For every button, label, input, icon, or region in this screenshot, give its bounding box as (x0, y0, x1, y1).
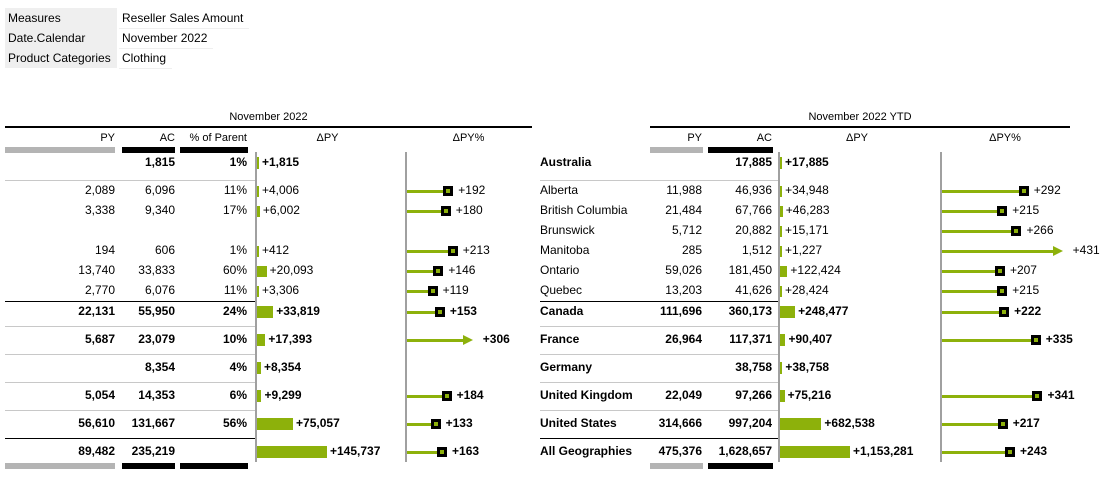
left-dpy-bar (257, 446, 327, 458)
right-dpypct-marker (1032, 391, 1042, 401)
right-dpypct-marker (997, 206, 1007, 216)
left-dpypct-label: +306 (482, 332, 510, 346)
right-dpypct-line (942, 311, 1004, 314)
right-group-title: November 2022 YTD (650, 110, 1070, 128)
right-dpy-bar (780, 157, 782, 169)
row-separator (5, 326, 255, 327)
right-dpypct-line (942, 395, 1037, 398)
row-separator (540, 410, 778, 411)
right-dpy-label: +34,948 (785, 183, 829, 197)
axis-left-dpypct (405, 152, 407, 462)
right-ac-cell: 97,266 (735, 388, 772, 402)
right-ac-cell: 117,371 (729, 332, 772, 346)
left-dpypct-marker (437, 447, 447, 457)
py-ref-bar-left (5, 147, 115, 153)
row-label: Brunswick (540, 223, 595, 237)
right-dpy-label: +122,424 (790, 263, 841, 277)
row-separator (5, 180, 255, 181)
left-pct-cell: 6% (229, 388, 247, 402)
left-dpypct-label: +146 (448, 263, 476, 277)
right-dpypct-label: +222 (1014, 304, 1042, 318)
filter-key: Measures (5, 8, 117, 28)
right-dpypct-marker (1005, 447, 1015, 457)
right-dpypct-line (942, 250, 1055, 253)
left-dpy-bar (257, 206, 260, 217)
left-pct-cell: 1% (229, 155, 247, 169)
right-dpy-bar (780, 446, 850, 458)
right-dpy-bar (780, 246, 782, 257)
left-py-cell: 89,482 (78, 444, 115, 458)
right-dpypct-label: +217 (1012, 416, 1040, 430)
left-dpy-bar (257, 157, 259, 169)
left-py-cell: 2,770 (84, 283, 115, 297)
right-dpypct-line (942, 190, 1024, 193)
filter-row (5, 8, 249, 28)
axis-right-dpypct (940, 152, 942, 462)
left-ac-cell: 9,340 (144, 203, 175, 217)
right-dpypct-line (942, 270, 1000, 273)
left-dpypct-line (407, 339, 465, 342)
right-dpy-label: +46,283 (785, 203, 830, 217)
right-dpy-label: +1,227 (785, 243, 823, 257)
left-ac-cell: 6,076 (144, 283, 175, 297)
left-dpy-bar (257, 418, 293, 430)
left-dpypct-label: +213 (462, 243, 490, 257)
right-dpy-label: +28,424 (785, 283, 829, 297)
left-dpy-label: +33,819 (276, 304, 320, 318)
ac-ref-bar-right (708, 147, 773, 153)
right-dpypct-line (942, 339, 1036, 342)
filter-value[interactable]: November 2022 (119, 28, 213, 49)
left-dpy-label: +17,393 (268, 332, 313, 346)
left-dpy-label: +1,815 (262, 155, 300, 169)
left-py-cell: 56,610 (78, 416, 115, 430)
right-dpypct-marker (995, 266, 1005, 276)
right-dpy-label: +75,216 (787, 388, 832, 402)
right-py-cell: 21,484 (665, 203, 702, 217)
left-ac-cell: 1,815 (144, 155, 175, 169)
right-ac-cell: 46,936 (735, 183, 772, 197)
right-dpypct-arrow (1053, 246, 1063, 256)
left-py-cell: 2,089 (84, 183, 115, 197)
filter-row (5, 48, 249, 68)
left-py-cell: 22,131 (78, 304, 115, 318)
left-pct-cell: 17% (222, 203, 247, 217)
left-dpy-bar (257, 390, 261, 402)
right-py-cell: 314,666 (658, 416, 702, 430)
left-pct-cell: 10% (222, 332, 247, 346)
left-dpypct-arrow (463, 335, 473, 345)
row-label: France (540, 332, 580, 346)
right-dpy-bar (780, 286, 782, 297)
header-left-dpy: ΔPY (316, 132, 339, 144)
right-dpypct-line (942, 230, 1016, 233)
row-separator (540, 438, 778, 439)
row-label: Australia (540, 155, 592, 169)
right-dpy-bar (780, 266, 787, 277)
row-separator (5, 410, 255, 411)
right-dpy-label: +38,758 (785, 360, 830, 374)
right-dpypct-label: +292 (1033, 183, 1061, 197)
row-separator (5, 354, 255, 355)
row-label: United States (540, 416, 617, 430)
row-label: British Columbia (540, 203, 628, 217)
right-ac-cell: 181,450 (728, 263, 772, 277)
row-separator (5, 301, 255, 302)
left-dpypct-label: +180 (455, 203, 483, 217)
right-dpy-bar (780, 306, 795, 318)
row-label: Alberta (540, 183, 579, 197)
right-dpypct-marker (1011, 226, 1021, 236)
row-label: Ontario (540, 263, 580, 277)
left-dpy-bar (257, 306, 273, 318)
left-pct-cell: 56% (222, 416, 247, 430)
right-ac-cell: 360,173 (728, 304, 772, 318)
header-right-py: PY (687, 132, 702, 144)
left-ac-cell: 14,353 (138, 388, 175, 402)
ac-ref-bar-right-bottom (708, 463, 773, 469)
right-dpy-bar (780, 334, 785, 346)
right-dpypct-line (942, 451, 1010, 454)
right-dpypct-label: +215 (1012, 203, 1040, 217)
left-dpypct-line (407, 190, 448, 193)
pct-ref-bar-left (180, 147, 248, 153)
left-pct-cell: 24% (222, 304, 247, 318)
right-dpy-label: +248,477 (798, 304, 849, 318)
right-dpy-bar (780, 226, 782, 237)
left-dpy-bar (257, 362, 261, 374)
left-ac-cell: 33,833 (138, 263, 175, 277)
right-dpypct-label: +341 (1047, 388, 1075, 402)
pct-ref-bar-left-bottom (180, 463, 248, 469)
left-dpypct-label: +163 (452, 444, 480, 458)
left-dpy-bar (257, 334, 265, 346)
left-py-cell: 5,054 (84, 388, 115, 402)
left-dpy-label: +20,093 (269, 263, 314, 277)
left-dpy-label: +8,354 (264, 360, 302, 374)
left-dpypct-marker (442, 391, 452, 401)
ac-ref-bar-left-bottom (122, 463, 175, 469)
right-py-cell: 475,376 (658, 444, 702, 458)
row-label: Manitoba (540, 243, 590, 257)
right-dpypct-label: +266 (1026, 223, 1054, 237)
right-dpypct-line (942, 290, 1002, 293)
right-dpy-bar (780, 186, 782, 197)
filter-panel (5, 8, 249, 68)
right-dpypct-marker (1019, 186, 1029, 196)
filter-key: Date.Calendar (5, 28, 117, 48)
left-ac-cell: 55,950 (138, 304, 175, 318)
left-dpypct-marker (428, 286, 438, 296)
left-group-title: November 2022 (5, 110, 532, 128)
right-dpypct-label: +431 (1072, 243, 1100, 257)
right-dpy-label: +17,885 (785, 155, 829, 169)
left-dpy-label: +412 (262, 243, 290, 257)
left-dpypct-label: +184 (456, 388, 484, 402)
row-separator (5, 382, 255, 383)
left-dpypct-marker (431, 419, 441, 429)
left-py-cell: 5,687 (84, 332, 115, 346)
left-ac-cell: 6,096 (144, 183, 175, 197)
left-pct-cell: 1% (229, 243, 247, 257)
ac-ref-bar-left (122, 147, 175, 153)
header-line-left (5, 126, 532, 127)
right-dpy-bar (780, 390, 785, 402)
header-left-py: PY (100, 132, 115, 144)
left-ac-cell: 8,354 (144, 360, 175, 374)
right-dpy-bar (780, 418, 821, 430)
left-dpypct-label: +153 (449, 304, 477, 318)
header-left-dpypct: ΔPY% (452, 132, 485, 144)
py-ref-bar-right (650, 147, 703, 153)
right-py-cell: 13,203 (665, 283, 702, 297)
right-dpypct-label: +207 (1009, 263, 1037, 277)
left-dpypct-marker (435, 307, 445, 317)
right-ac-cell: 67,766 (735, 203, 772, 217)
left-dpy-label: +75,057 (296, 416, 340, 430)
left-dpypct-marker (448, 246, 458, 256)
right-dpypct-marker (998, 419, 1008, 429)
filter-value[interactable]: Reseller Sales Amount (119, 8, 249, 29)
left-py-cell: 13,740 (78, 263, 115, 277)
right-py-cell: 5,712 (671, 223, 702, 237)
left-dpy-bar (257, 266, 267, 277)
right-dpypct-line (942, 423, 1003, 426)
right-py-cell: 26,964 (665, 332, 702, 346)
left-ac-cell: 23,079 (138, 332, 175, 346)
right-ac-cell: 1,628,657 (718, 444, 772, 458)
row-separator (5, 438, 255, 439)
left-dpy-label: +6,002 (262, 203, 300, 217)
right-dpy-bar (780, 206, 783, 217)
right-ac-cell: 41,626 (735, 283, 772, 297)
filter-value[interactable]: Clothing (119, 48, 172, 69)
right-ac-cell: 17,885 (735, 155, 772, 169)
row-label: Canada (540, 304, 584, 318)
right-dpypct-marker (999, 307, 1009, 317)
row-separator (540, 326, 778, 327)
right-dpy-bar (780, 362, 782, 374)
right-dpypct-label: +243 (1020, 444, 1048, 458)
left-dpypct-marker (441, 206, 451, 216)
left-dpypct-line (407, 250, 453, 253)
left-dpy-bar (257, 286, 259, 297)
left-dpy-bar (257, 246, 259, 257)
left-dpypct-marker (443, 186, 453, 196)
row-separator (540, 180, 778, 181)
left-pct-cell: 4% (229, 360, 247, 374)
header-right-dpy: ΔPY (845, 132, 869, 144)
right-dpy-label: +682,538 (824, 416, 875, 430)
left-dpy-label: +145,737 (330, 444, 381, 458)
right-dpy-label: +1,153,281 (853, 444, 914, 458)
header-right-ac: AC (756, 132, 772, 144)
row-label: All Geographies (540, 444, 633, 458)
left-pct-cell: 11% (223, 283, 247, 297)
left-dpypct-label: +133 (445, 416, 473, 430)
left-dpy-bar (257, 186, 259, 197)
right-ac-cell: 997,204 (728, 416, 772, 430)
header-line-right (650, 126, 1070, 127)
left-dpypct-marker (433, 266, 443, 276)
row-label: United Kingdom (540, 388, 633, 402)
right-dpypct-label: +335 (1045, 332, 1073, 346)
filter-row (5, 28, 249, 48)
right-ac-cell: 38,758 (735, 360, 772, 374)
right-dpypct-line (942, 210, 1002, 213)
right-dpypct-marker (1031, 335, 1041, 345)
right-py-cell: 59,026 (665, 263, 702, 277)
left-dpy-label: +9,299 (264, 388, 302, 402)
right-ac-cell: 20,882 (735, 223, 772, 237)
left-dpy-label: +4,006 (262, 183, 300, 197)
filter-key: Product Categories (5, 48, 117, 68)
left-dpypct-label: +119 (442, 283, 469, 297)
row-separator (540, 354, 778, 355)
py-ref-bar-right-bottom (650, 463, 703, 469)
header-right-dpypct: ΔPY% (989, 132, 1021, 144)
right-py-cell: 11,988 (666, 183, 702, 197)
right-dpy-label: +15,171 (785, 223, 829, 237)
left-dpypct-label: +192 (458, 183, 486, 197)
left-pct-cell: 60% (222, 263, 247, 277)
py-ref-bar-left-bottom (5, 463, 115, 469)
right-py-cell: 285 (681, 243, 702, 257)
right-dpypct-label: +215 (1012, 283, 1040, 297)
row-label: Germany (540, 360, 593, 374)
right-ac-cell: 1,512 (741, 243, 772, 257)
header-left-ac: AC (159, 132, 175, 144)
left-ac-cell: 606 (154, 243, 175, 257)
row-separator (540, 301, 778, 302)
right-py-cell: 111,696 (659, 304, 702, 318)
left-dpy-label: +3,306 (262, 283, 300, 297)
left-ac-cell: 235,219 (131, 444, 175, 458)
row-label: Quebec (540, 283, 583, 297)
row-separator (540, 382, 778, 383)
right-py-cell: 22,049 (665, 388, 702, 402)
header-left-pct: % of Parent (189, 132, 247, 144)
left-py-cell: 3,338 (84, 203, 115, 217)
left-py-cell: 194 (94, 243, 115, 257)
right-dpypct-marker (997, 286, 1007, 296)
left-pct-cell: 11% (223, 183, 247, 197)
left-ac-cell: 131,667 (131, 416, 175, 430)
right-dpy-label: +90,407 (788, 332, 833, 346)
